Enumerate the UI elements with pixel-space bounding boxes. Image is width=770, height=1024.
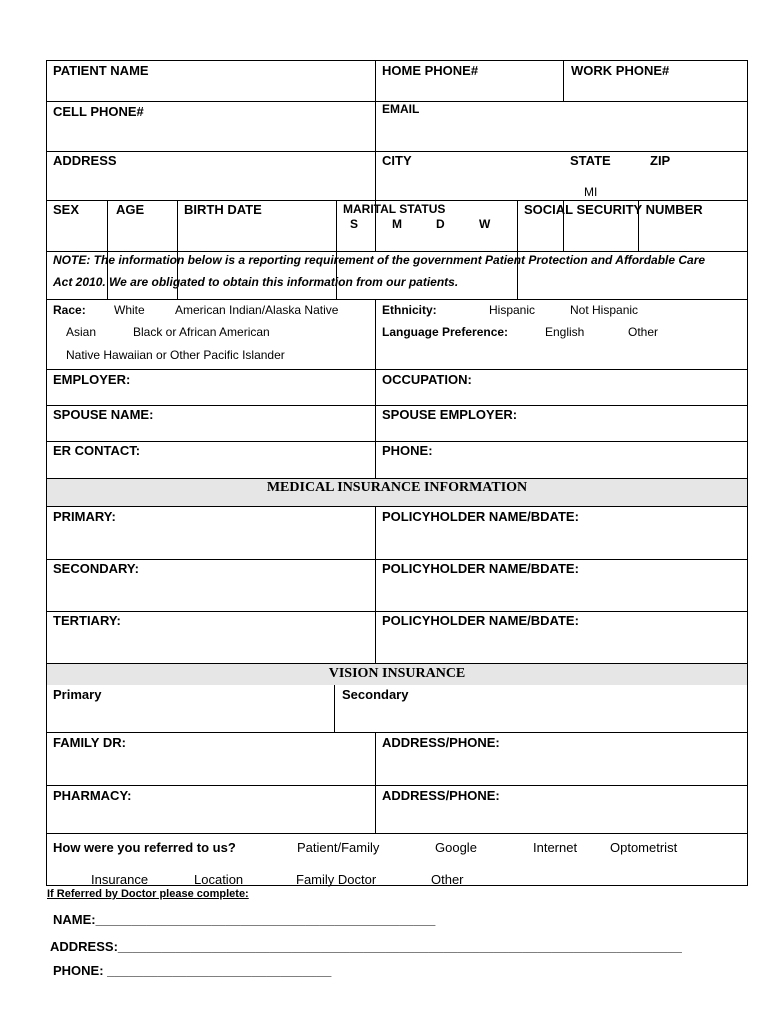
referral-option-internet[interactable]: Internet [533,840,578,855]
race-label: Race: [53,303,86,317]
primary-policyholder-label: POLICYHOLDER NAME/BDATE: [382,509,579,524]
referral-option-other[interactable]: Other [431,872,464,887]
doctor-address-field[interactable]: ADDRESS:______________________________________________________________________________ [50,939,682,954]
address-label: ADDRESS [53,153,117,168]
race-option-native-hawaiian[interactable]: Native Hawaiian or Other Pacific Islander [66,348,285,362]
family-dr-label: FAMILY DR: [53,735,126,750]
ethnicity-option-hispanic[interactable]: Hispanic [489,303,536,317]
birth-date-label: BIRTH DATE [184,202,262,217]
city-label: CITY [382,153,412,168]
ethnicity-option-not-hispanic[interactable]: Not Hispanic [570,303,639,317]
vision-insurance-heading: VISION INSURANCE [328,666,466,681]
tertiary-policyholder-label: POLICYHOLDER NAME/BDATE: [382,613,579,628]
tertiary-insurance-label: TERTIARY: [53,613,121,628]
race-option-black[interactable]: Black or African American [133,325,270,339]
work-phone-label: WORK PHONE# [571,63,670,78]
secondary-policyholder-label: POLICYHOLDER NAME/BDATE: [382,561,579,576]
marital-option-s[interactable]: S [350,217,359,231]
pharmacy-label: PHARMACY: [53,788,132,803]
form-border [46,60,748,886]
spouse-name-label: SPOUSE NAME: [53,407,154,422]
employer-label: EMPLOYER: [53,372,131,387]
race-option-american-indian[interactable]: American Indian/Alaska Native [175,303,339,317]
email-label: EMAIL [382,102,420,116]
doctor-referral-heading: If Referred by Doctor please complete: [47,888,249,900]
referral-question: How were you referred to us? [53,840,236,855]
secondary-insurance-label: SECONDARY: [53,561,139,576]
marital-option-w[interactable]: W [479,217,491,231]
er-phone-label: PHONE: [382,443,433,458]
doctor-phone-field[interactable]: PHONE: _______________________________ [53,963,332,978]
marital-option-m[interactable]: M [392,217,402,231]
language-option-english[interactable]: English [545,325,585,339]
spouse-employer-label: SPOUSE EMPLOYER: [382,407,518,422]
sex-label: SEX [53,202,80,217]
doctor-name-field[interactable]: NAME:_______________________________________________ [53,912,436,927]
referral-option-family-doctor[interactable]: Family Doctor [296,872,377,887]
vision-secondary-label: Secondary [342,687,409,702]
state-label: STATE [570,153,611,168]
medical-insurance-heading: MEDICAL INSURANCE INFORMATION [266,480,528,495]
referral-option-optometrist[interactable]: Optometrist [610,840,678,855]
patient-name-label: PATIENT NAME [53,63,149,78]
race-option-white[interactable]: White [114,303,145,317]
referral-option-insurance[interactable]: Insurance [91,872,149,887]
ssn-label: SOCIAL SECURITY NUMBER [524,202,703,217]
language-label: Language Preference: [382,325,509,339]
er-contact-label: ER CONTACT: [53,443,141,458]
vision-primary-label: Primary [53,687,102,702]
cell-phone-label: CELL PHONE# [53,104,144,119]
referral-option-patient-family[interactable]: Patient/Family [297,840,380,855]
referral-option-location[interactable]: Location [194,872,244,887]
home-phone-label: HOME PHONE# [382,63,479,78]
age-label: AGE [116,202,145,217]
note-line-1: NOTE: The information below is a reporting requirement of the government Patient Protection and Affordable Care [53,253,706,267]
language-option-other[interactable]: Other [628,325,659,339]
race-option-asian[interactable]: Asian [66,325,97,339]
note-line-2: Act 2010. We are obligated to obtain this information from our patients. [53,275,459,289]
marital-status-label: MARITAL STATUS [343,202,446,216]
mi-label: MI [584,185,598,199]
ethnicity-label: Ethnicity: [382,303,437,317]
marital-option-d[interactable]: D [436,217,445,231]
primary-insurance-label: PRIMARY: [53,509,116,524]
zip-label: ZIP [650,153,671,168]
patient-registration-form [46,60,748,886]
pharmacy-address-label: ADDRESS/PHONE: [382,788,500,803]
referral-option-google[interactable]: Google [435,840,477,855]
occupation-label: OCCUPATION: [382,372,472,387]
family-dr-address-label: ADDRESS/PHONE: [382,735,500,750]
